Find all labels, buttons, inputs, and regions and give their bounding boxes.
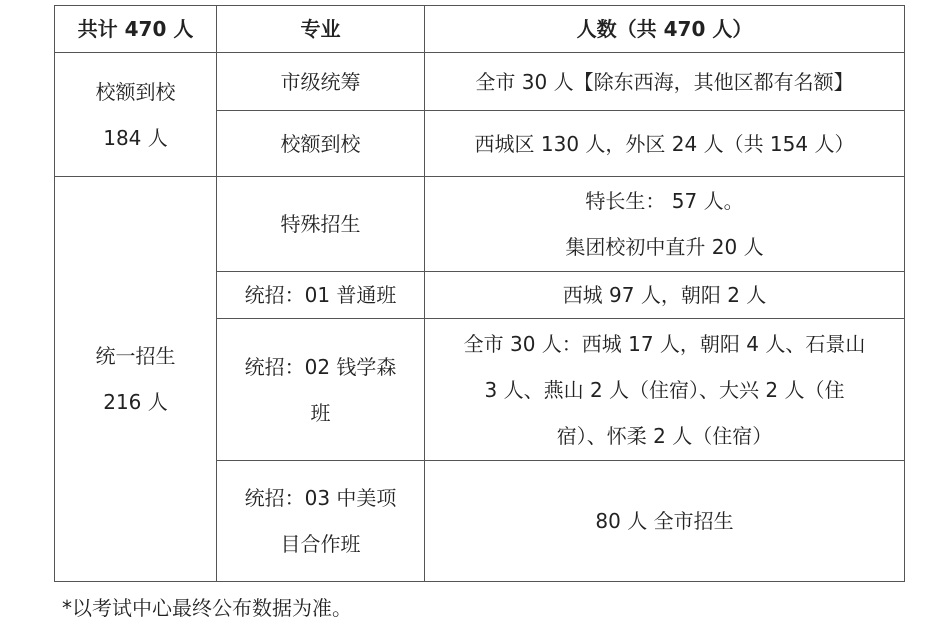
count-line: 西城 97 人，朝阳 2 人	[562, 283, 767, 307]
major-cell: 市级统筹	[217, 53, 425, 111]
major-line: 班	[310, 400, 331, 425]
count-line: 集团校初中直升 20 人	[565, 235, 764, 259]
major-line: 特殊招生	[280, 212, 361, 236]
major-line: 目合作班	[280, 532, 361, 556]
count-line: 3 人、燕山 2 人（住宿）、大兴 2 人（住	[484, 377, 845, 402]
table-header-row	[55, 6, 905, 53]
major-line: 统招：02 钱学森	[244, 354, 397, 379]
major-cell	[217, 319, 425, 461]
group-count: 216 人	[103, 390, 168, 414]
count-cell	[425, 177, 905, 272]
count-cell	[425, 461, 905, 582]
count-cell	[425, 319, 905, 461]
major-line: 统招：03 中美项	[244, 486, 397, 510]
count-line: 80 人 全市招生	[595, 509, 734, 533]
table-row	[55, 53, 905, 111]
count-line: 全市 30 人：西城 17 人，朝阳 4 人、石景山	[463, 331, 866, 356]
count-line: 宿）、怀柔 2 人（住宿）	[556, 423, 773, 448]
major-cell: 校额到校	[217, 111, 425, 177]
header-major: 专业	[217, 6, 425, 53]
count-line: 西城区 130 人，外区 24 人（共 154 人）	[474, 131, 855, 156]
count-cell	[425, 111, 905, 177]
header-total: 共计 470 人	[55, 6, 217, 53]
major-cell	[217, 461, 425, 582]
footnote: *以考试中心最终公布数据为准。	[62, 596, 352, 620]
major-cell	[217, 177, 425, 272]
count-line: 特长生： 57 人。	[585, 189, 744, 213]
header-count: 人数（共 470 人）	[425, 6, 905, 53]
group-name: 校额到校	[95, 79, 176, 104]
group-cell-school-quota	[55, 53, 217, 177]
major-line: 统招：01 普通班	[244, 283, 397, 307]
major-cell	[217, 272, 425, 319]
group-cell-unified-enrollment	[55, 177, 217, 582]
count-cell	[425, 272, 905, 319]
enrollment-table	[54, 5, 905, 582]
count-cell	[425, 53, 905, 111]
group-count: 184 人	[103, 125, 168, 150]
count-line: 全市 30 人【除东西海，其他区都有名额】	[475, 69, 854, 94]
table-row	[55, 177, 905, 272]
group-name: 统一招生	[95, 344, 176, 368]
